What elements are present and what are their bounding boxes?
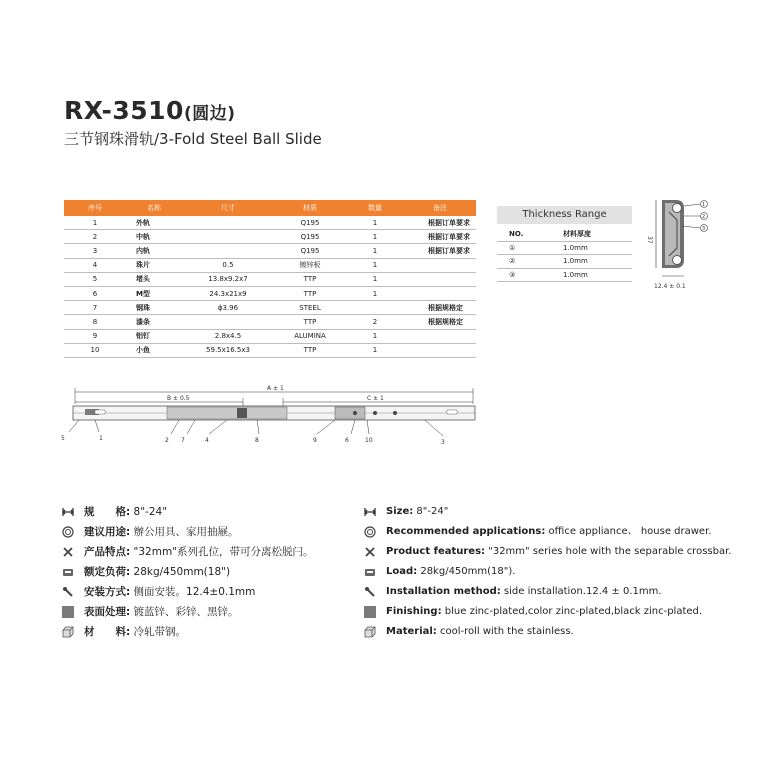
col-header-name: 名称 (126, 200, 182, 216)
part-material: Q195 (274, 244, 346, 258)
thickness-col-no: NO. (497, 228, 549, 241)
spec-label: Product features: (386, 546, 486, 557)
part-name: 钢珠 (126, 301, 182, 315)
material-icon (62, 626, 74, 638)
part-size: ɸ3.96 (182, 301, 274, 315)
part-material: TTP (274, 286, 346, 300)
col-header-material: 材质 (274, 200, 346, 216)
product-model-title (64, 96, 236, 125)
part-size: 59.5x16.5x3 (182, 343, 274, 357)
thickness-row (497, 268, 632, 282)
spec-value: 辦公用具、家用抽屜。 (130, 526, 239, 538)
application-icon (364, 526, 376, 538)
part-remark: 根据订单要求 (404, 216, 476, 230)
spec-value: 8"-24" (130, 506, 168, 518)
thickness-row (497, 241, 632, 255)
parts-table-row (64, 244, 476, 258)
parts-table-header (64, 200, 476, 216)
model-code: RX-3510 (64, 96, 184, 125)
finishing-icon (364, 606, 376, 618)
size-icon (62, 506, 74, 518)
thickness-value: 1.0mm (549, 268, 632, 282)
part-qty: 1 (346, 244, 404, 258)
spec-value: 冷轧带钢。 (130, 626, 187, 638)
part-no: 5 (64, 272, 126, 286)
part-no: 10 (64, 343, 126, 357)
part-no: 2 (64, 230, 126, 244)
side-callout-9: 9 (313, 437, 317, 444)
spec-label: Load: (386, 566, 418, 577)
part-qty: 1 (346, 272, 404, 286)
spec-value: "32mm" series hole with the separable crossbar. (485, 546, 732, 557)
thickness-table-header (497, 228, 632, 241)
spec-value: 28kg/450mm(18") (130, 566, 231, 578)
part-qty: 1 (346, 286, 404, 300)
thickness-no: ② (497, 255, 549, 269)
part-size: 24.3x21x9 (182, 286, 274, 300)
spec-value: 侧面安装。12.4±0.1mm (130, 586, 256, 598)
side-callout-5: 5 (61, 435, 65, 442)
spec-label: 表面处理: (84, 606, 131, 618)
spec-value: side installation.12.4 ± 0.1mm. (500, 586, 662, 597)
thickness-no: ① (497, 241, 549, 255)
part-size (182, 244, 274, 258)
part-material: TTP (274, 343, 346, 357)
part-no: 6 (64, 286, 126, 300)
part-remark: 根据规格定 (404, 301, 476, 315)
material-icon (364, 626, 376, 638)
features-icon (364, 546, 376, 558)
part-qty: 2 (346, 315, 404, 329)
spec-label: Finishing: (386, 606, 442, 617)
parts-table-row (64, 272, 476, 286)
part-name: 中轨 (126, 230, 182, 244)
finishing-icon (62, 606, 74, 618)
width-label: 12.4 ± 0.1 (654, 283, 686, 290)
part-remark (404, 329, 476, 343)
part-material: TTP (274, 272, 346, 286)
col-header-size: 尺寸 (182, 200, 274, 216)
spec-value: cool-roll with the stainless. (436, 626, 574, 637)
part-size: 0.5 (182, 258, 274, 272)
dim-b-label: B ± 0.5 (167, 395, 190, 402)
parts-table-row (64, 315, 476, 329)
spec-value: blue zinc-plated,color zinc-plated,black zinc-plated. (441, 606, 703, 617)
thickness-range-title: Thickness Range (497, 206, 632, 224)
part-size (182, 230, 274, 244)
parts-table-row (64, 343, 476, 357)
spec-label: Recommended applications: (386, 526, 546, 537)
side-callout-8: 8 (255, 437, 259, 444)
part-name: 堵头 (126, 272, 182, 286)
spec-label: Size: (386, 506, 414, 517)
part-qty: 1 (346, 230, 404, 244)
thickness-value: 1.0mm (549, 255, 632, 269)
side-callout-2: 2 (165, 437, 169, 444)
load-icon (364, 566, 376, 578)
thickness-table (497, 228, 632, 282)
part-no: 7 (64, 301, 126, 315)
parts-table (64, 200, 476, 358)
spec-value: 28kg/450mm(18"). (417, 566, 516, 577)
spec-label: Installation method: (386, 586, 501, 597)
spec-value: office appliance、 house drawer. (545, 526, 712, 537)
col-header-no: 序号 (64, 200, 126, 216)
side-callout-1: 1 (99, 435, 103, 442)
part-qty: 1 (346, 329, 404, 343)
thickness-row (497, 255, 632, 269)
part-material: TTP (274, 315, 346, 329)
part-no: 3 (64, 244, 126, 258)
part-remark (404, 286, 476, 300)
part-size (182, 216, 274, 230)
part-no: 1 (64, 216, 126, 230)
part-no: 9 (64, 329, 126, 343)
part-name: 内轨 (126, 244, 182, 258)
thickness-value: 1.0mm (549, 241, 632, 255)
part-remark (404, 272, 476, 286)
part-material: ALUMINA (274, 329, 346, 343)
part-name: 外轨 (126, 216, 182, 230)
installation-icon (364, 586, 376, 598)
part-material: STEEL (274, 301, 346, 315)
part-name: 小鱼 (126, 343, 182, 357)
part-remark (404, 258, 476, 272)
spec-label: 安装方式: (84, 586, 131, 598)
spec-value: 8"-24" (413, 506, 449, 517)
parts-table-body (64, 216, 476, 357)
spec-value: "32mm"系列孔位，带可分离松脱闩。 (130, 546, 314, 558)
load-icon (62, 566, 74, 578)
callout-1: 1 (702, 202, 706, 208)
thickness-col-thickness: 材料厚度 (549, 228, 632, 241)
parts-table-row (64, 230, 476, 244)
rail-profile (662, 200, 684, 268)
side-callout-6: 6 (345, 437, 349, 444)
part-qty: 1 (346, 216, 404, 230)
rail-side-body (73, 406, 475, 420)
col-header-qty: 数量 (346, 200, 404, 216)
side-view-drawing (55, 380, 495, 448)
parts-table-row (64, 216, 476, 230)
dim-c-label: C ± 1 (367, 395, 384, 402)
size-icon (364, 506, 376, 518)
side-callout-7: 7 (181, 437, 185, 444)
part-material: Q195 (274, 230, 346, 244)
cross-section-drawing (640, 192, 730, 292)
installation-icon (62, 586, 74, 598)
callout-2: 2 (702, 214, 706, 220)
dim-a-label: A ± 1 (267, 385, 284, 392)
spec-label: 材 料: (84, 626, 131, 638)
part-material: 镀锌板 (274, 258, 346, 272)
part-size: 2.8x4.5 (182, 329, 274, 343)
side-callout-4: 4 (205, 437, 209, 444)
part-size (182, 315, 274, 329)
part-name: M型 (126, 286, 182, 300)
part-size: 13.8x9.2x7 (182, 272, 274, 286)
features-icon (62, 546, 74, 558)
part-qty (346, 301, 404, 315)
part-qty: 1 (346, 258, 404, 272)
parts-table-row (64, 301, 476, 315)
part-name: 漆条 (126, 315, 182, 329)
part-qty: 1 (346, 343, 404, 357)
part-remark: 根据规格定 (404, 315, 476, 329)
side-callout-3: 3 (441, 439, 445, 446)
part-remark: 根据订单要求 (404, 244, 476, 258)
callout-3: 3 (702, 226, 706, 232)
part-material: Q195 (274, 216, 346, 230)
parts-table-row (64, 329, 476, 343)
part-remark (404, 343, 476, 357)
col-header-remark: 备注 (404, 200, 476, 216)
application-icon (62, 526, 74, 538)
spec-label: 产品特点: (84, 546, 131, 558)
spec-label: 额定负荷: (84, 566, 131, 578)
parts-table-row (64, 258, 476, 272)
product-subtitle: 三节钢珠滑轨/3-Fold Steel Ball Slide (64, 130, 322, 148)
part-no: 4 (64, 258, 126, 272)
thickness-no: ③ (497, 268, 549, 282)
spec-label: Material: (386, 626, 437, 637)
spec-value: 镀蓝锌、彩锌、黑锌。 (130, 606, 239, 618)
part-name: 珠片 (126, 258, 182, 272)
parts-table-row (64, 286, 476, 300)
model-suffix: (圆边) (183, 104, 236, 124)
side-callout-10: 10 (365, 437, 373, 444)
spec-label: 规 格: (84, 506, 131, 518)
part-remark: 根据订单要求 (404, 230, 476, 244)
part-no: 8 (64, 315, 126, 329)
spec-label: 建议用途: (84, 526, 131, 538)
part-name: 铝钉 (126, 329, 182, 343)
height-label: 37 (646, 236, 653, 244)
